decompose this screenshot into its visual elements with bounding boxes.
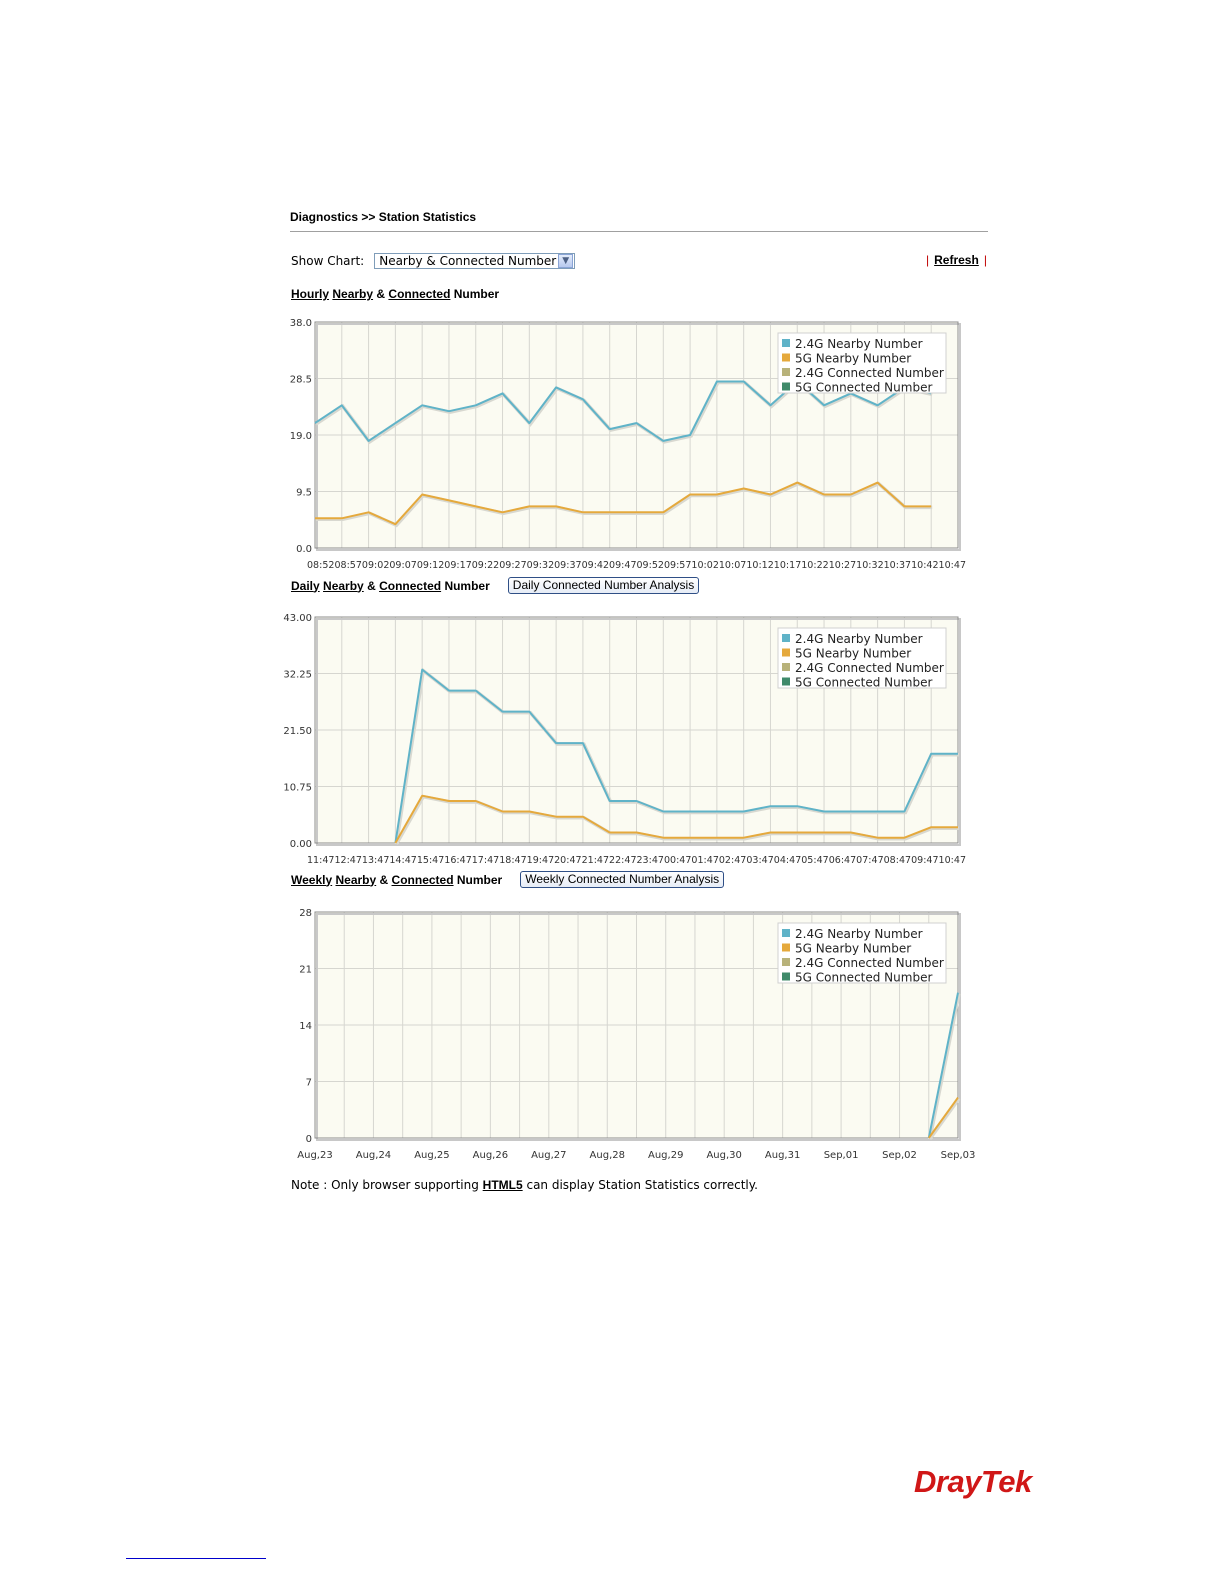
show-chart-selected-value: Nearby & Connected Number [379, 254, 557, 268]
daily-connected-link[interactable]: Connected [379, 578, 442, 593]
show-chart-label: Show Chart: [291, 254, 365, 268]
legend-swatch [782, 973, 790, 981]
y-tick-label: 9.5 [296, 487, 312, 499]
show-chart-row [291, 253, 575, 269]
draytek-logo: DrayTek [914, 1464, 1032, 1499]
x-tick-label: Sep,02 [882, 1150, 917, 1161]
weekly-connected-link[interactable]: Connected [391, 872, 454, 887]
y-tick-label: 14 [299, 1021, 312, 1032]
refresh-separator-right: | [983, 253, 987, 267]
daily-link[interactable]: Daily [291, 578, 320, 593]
legend-label: 2.4G Connected Number [795, 956, 944, 970]
legend-swatch [782, 678, 790, 686]
hourly-chart [280, 310, 1000, 580]
y-tick-label: 28 [299, 908, 312, 919]
y-tick-label: 0.00 [289, 839, 312, 850]
y-tick-label: 0.0 [296, 544, 312, 555]
weekly-chart [280, 900, 1000, 1170]
x-tick-label: Aug,24 [355, 1150, 392, 1161]
legend-swatch [782, 958, 790, 966]
y-tick-label: 21.50 [283, 726, 312, 737]
legend-label: 2.4G Nearby Number [795, 927, 923, 941]
legend-label: 5G Connected Number [795, 675, 933, 690]
note-prefix: Note : Only browser supporting [291, 1178, 483, 1192]
weekly-nearby-link[interactable]: Nearby [335, 872, 377, 887]
x-tick-label: Sep,03 [940, 1150, 976, 1161]
x-tick-label: Aug,28 [589, 1150, 625, 1161]
x-tick-label: Aug,23 [297, 1150, 333, 1161]
daily-amp: & [367, 578, 376, 593]
y-tick-label: 7 [305, 1077, 312, 1089]
legend-swatch [782, 929, 790, 937]
hourly-nearby-link[interactable]: Nearby [332, 287, 374, 301]
hourly-heading [291, 287, 499, 301]
x-tick-label: Aug,25 [414, 1150, 450, 1161]
legend-swatch [782, 383, 790, 391]
x-tick-labels: 08:5208:5709:0209:0709:1209:1709:2209:2709:3209:3709:4209:4709:5209:5710:0210:0710:1210:1710:2210:2710:3210:3710:4210:47 [307, 560, 966, 571]
legend-swatch [782, 944, 790, 952]
legend-label: 2.4G Nearby Number [795, 632, 923, 646]
y-tick-label: 28.5 [289, 374, 312, 386]
y-tick-label: 0 [305, 1134, 312, 1145]
daily-heading [291, 577, 699, 594]
legend-swatch [782, 354, 790, 362]
weekly-analysis-button[interactable]: Weekly Connected Number Analysis [520, 871, 724, 888]
hourly-number-label: Number [453, 287, 500, 301]
x-tick-label: Sep,01 [823, 1150, 859, 1161]
legend-swatch [782, 634, 790, 642]
refresh-link[interactable]: Refresh [934, 253, 979, 267]
legend-swatch [782, 663, 790, 671]
legend-label: 5G Connected Number [795, 380, 933, 395]
y-tick-label: 21 [299, 964, 312, 976]
y-tick-label: 19.0 [289, 431, 312, 442]
note-suffix: can display Station Statistics correctly. [522, 1178, 758, 1192]
legend-label: 5G Connected Number [795, 970, 933, 985]
x-tick-label: Aug,26 [472, 1150, 509, 1161]
show-chart-select[interactable] [374, 253, 575, 269]
legend-label: 2.4G Nearby Number [795, 337, 923, 351]
weekly-amp: & [379, 872, 389, 887]
chevron-down-icon[interactable]: ▼ [558, 254, 573, 268]
hourly-link[interactable]: Hourly [291, 287, 330, 301]
hourly-connected-link[interactable]: Connected [388, 287, 451, 301]
legend [778, 628, 946, 690]
refresh-area [926, 253, 987, 267]
weekly-heading [291, 871, 724, 888]
hourly-amp: & [376, 287, 386, 301]
legend-swatch [782, 339, 790, 347]
x-tick-label: Aug,29 [648, 1150, 684, 1161]
html5-note [291, 1178, 758, 1192]
legend-swatch [782, 368, 790, 376]
weekly-link[interactable]: Weekly [291, 872, 333, 887]
footnote-divider [126, 1558, 266, 1559]
x-tick-labels: 11:4712:4713:4714:4715:4716:4717:4718:4719:4720:4721:4722:4723:4700:4701:4702:4703:4704:4705:4706:4707:4708:4709:4710:47 [307, 855, 966, 866]
weekly-number-label: Number [456, 872, 503, 887]
page-title: Diagnostics >> Station Statistics [290, 210, 477, 224]
legend-label: 5G Nearby Number [795, 351, 912, 366]
y-tick-label: 10.75 [283, 782, 312, 794]
daily-number-label: Number [444, 578, 490, 593]
x-tick-label: Aug,27 [531, 1150, 567, 1161]
legend-label: 5G Nearby Number [795, 941, 912, 956]
title-divider [290, 231, 988, 232]
x-tick-label: Aug,31 [764, 1150, 801, 1161]
y-tick-label: 38.0 [289, 318, 312, 329]
legend [778, 923, 946, 985]
html5-link[interactable]: HTML5 [482, 1178, 523, 1192]
daily-chart [280, 605, 1000, 875]
legend-label: 5G Nearby Number [795, 646, 912, 661]
legend [778, 333, 946, 395]
legend-label: 2.4G Connected Number [795, 366, 944, 380]
refresh-separator-left: | [926, 253, 930, 267]
legend-label: 2.4G Connected Number [795, 661, 944, 675]
x-tick-label: Aug,30 [706, 1150, 742, 1161]
daily-nearby-link[interactable]: Nearby [323, 578, 364, 593]
daily-analysis-button[interactable]: Daily Connected Number Analysis [508, 577, 699, 594]
y-tick-label: 32.25 [283, 669, 312, 681]
legend-swatch [782, 649, 790, 657]
y-tick-label: 43.00 [283, 613, 312, 624]
